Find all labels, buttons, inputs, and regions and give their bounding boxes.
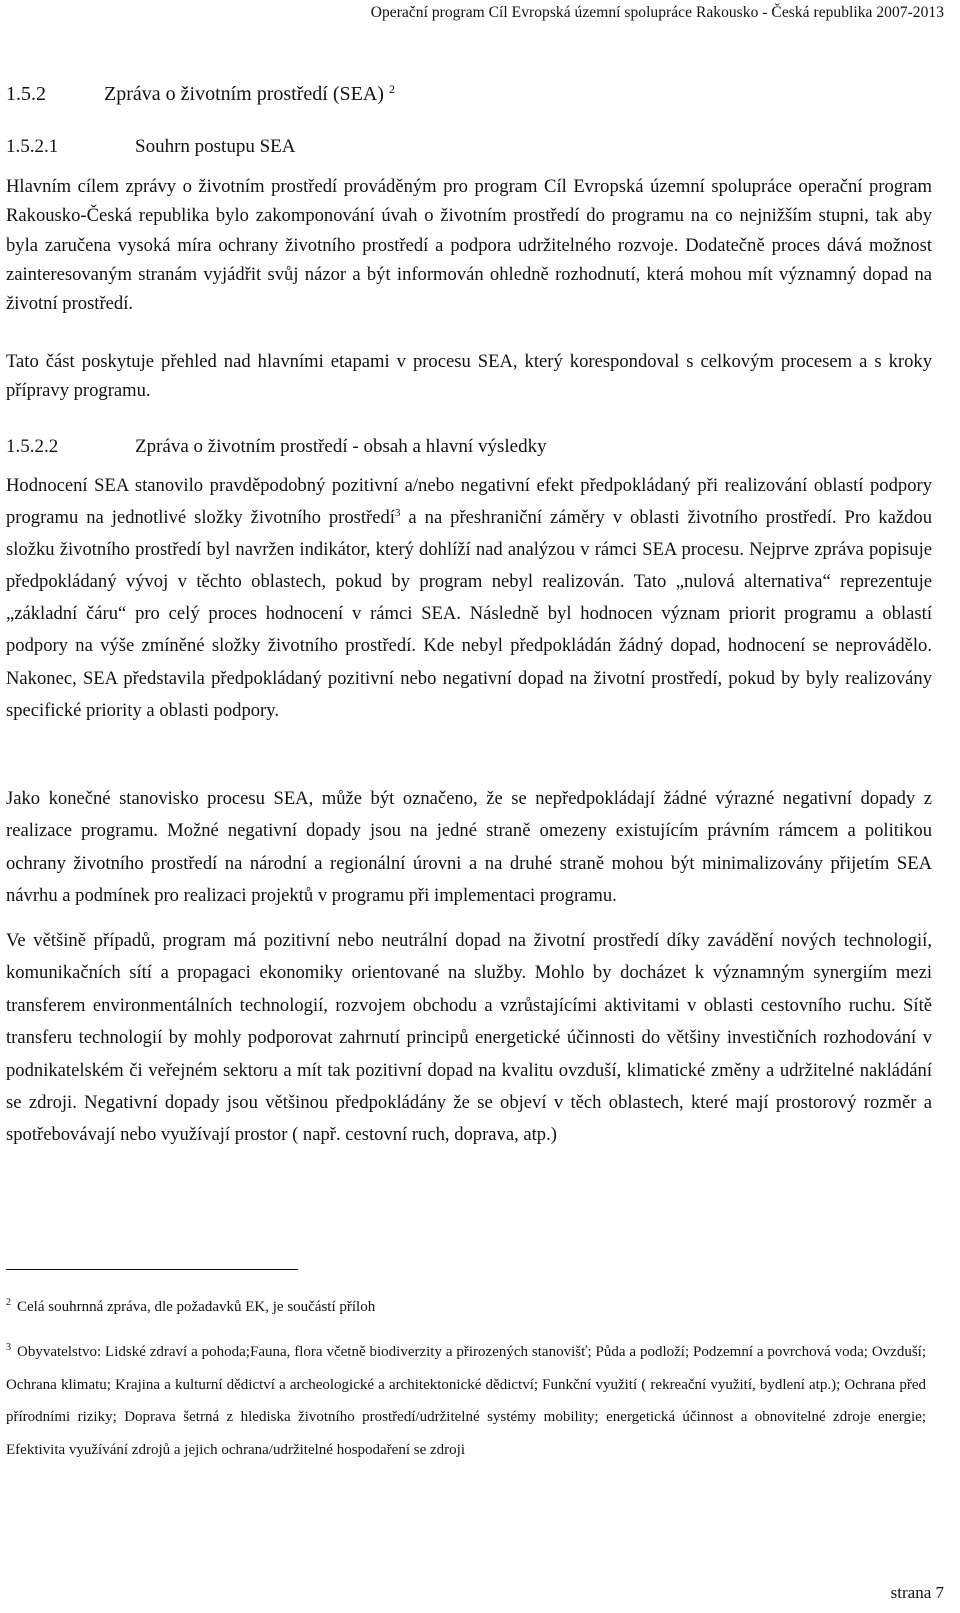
- footnote-2: [6, 1296, 926, 1318]
- document-page: [6, 0, 944, 1613]
- subsection-title: Souhrn postupu SEA: [135, 136, 296, 157]
- paragraph-final-statement: Jako konečné stanovisko procesu SEA, může být označeno, že se nepředpokládají žádné výrazné negativní dopady z realizace programu. Možné negativní dopady jsou na jedné straně omezeny existujícím právním rámcem a politikou ochrany životního prostředí na národní a regionální úrovni a na druhé straně mohou být minimalizovány přijetím SEA návrhu a podmínek pro realizaci projektů v programu při implementaci programu.: [6, 788, 932, 906]
- subsection-number: 1.5.2.1: [6, 136, 59, 157]
- paragraph-main-goal: Hlavním cílem zprávy o životním prostředí prováděným pro program Cíl Evropská územní spolupráce operační program Rakousko-Česká republika bylo zakomponování úvah o životním prostředí do programu na co nejnižším stupni, tak aby byla zaručena vysoká míra ochrany životního prostředí a podpora udržitelného rozvoje. Dodatečně proces dává možnost zainteresovaným stranám vyjádřit svůj názor a být informován ohledně rozhodnutí, která mohou mít významný dopad na životní prostředí.: [6, 176, 932, 315]
- subsection-heading-results: [6, 436, 547, 458]
- footnote-marker: 2: [6, 1297, 11, 1308]
- subsection-heading-summary: [6, 136, 295, 158]
- footnote-ref-2[interactable]: 2: [388, 82, 395, 96]
- section-number: 1.5.2: [6, 83, 46, 105]
- section-heading: [6, 82, 395, 106]
- running-header: Operační program Cíl Evropská územní spolupráce Rakousko - Česká republika 2007-2013: [370, 4, 944, 21]
- footnote-marker: 3: [6, 1342, 11, 1353]
- paragraph-overview: Tato část poskytuje přehled nad hlavními etapami v procesu SEA, který korespondoval s celkovým procesem a s kroky přípravy programu.: [6, 351, 932, 402]
- paragraph-text: a na přeshraniční záměry v oblasti životního prostředí. Pro každou složku životního prostředí byl navržen indikátor, který dohlíží nad analýzou v rámci SEA procesu. Nejprve zpráva popisuje předpokládaný vývoj v těchto oblastech, pokud by program nebyl realizován. Tato „nulová alternativa“ reprezentuje „základní čáru“ pro celý proces hodnocení v rámci SEA. Následně byl hodnocen význam priorit programu a oblastí podpory na výše zmíněné složky životního prostředí. Kde nebyl předpokládán žádný dopad, hodnocení se neprovádělo. Nakonec, SEA představila předpokládaný pozitivní nebo negativní dopad na životní prostředí, pokud by byly realizovány specifické priority a oblasti podpory.: [6, 507, 932, 721]
- footnote-ref-3[interactable]: 3: [394, 507, 401, 520]
- paragraph-assessment: [6, 470, 932, 727]
- page-number: strana 7: [890, 1583, 944, 1602]
- footnote-text: Obyvatelstvo: Lidské zdraví a pohoda;Fauna, flora včetně biodiverzity a přirozených stanovišť; Půda a podloží; Podzemní a povrchová voda; Ovzduší; Ochrana klimatu; Krajina a kulturní dědictví a archeologické a architektonické dědictví; Funkční využití ( rekreační využití, bydlení atp.); Ochrana před přírodními riziky; Doprava šetrná z hlediska životního prostředí/udržitelné systémy mobility; energetická účinnost a obnovitelné zdroje energie; Efektivita využívání zdrojů a jejich ochrana/udržitelné hospodaření se zdroji: [6, 1344, 926, 1458]
- paragraph-impacts: Ve většině případů, program má pozitivní nebo neutrální dopad na životní prostředí díky zavádění nových technologií, komunikačních sítí a propagaci ekonomiky orientované na služby. Mohlo by docházet k významným synergiím mezi transferem environmentálních technologií, rozvojem obchodu a vzrůstajícími aktivitami v oblasti cestovního ruchu. Sítě transferu technologií by mohly podporovat zahrnutí principů energetické účinnosti do většiny investičních rozhodování v podnikatelském či veřejném sektoru a mít tak pozitivní dopad na kvalitu ovzduší, klimatické změny a udržitelné nakládání se zdroji. Negativní dopady jsou většinou předpokládány že se objeví v těch oblastech, které mají prostorový rozměr a spotřebovávají nebo využívají prostor ( např. cestovní ruch, doprava, atp.): [6, 930, 932, 1146]
- footnote-3: [6, 1336, 926, 1466]
- section-title: Zpráva o životním prostředí (SEA): [104, 83, 384, 105]
- subsection-title: Zpráva o životním prostředí - obsah a hlavní výsledky: [135, 436, 547, 457]
- footnote-text: Celá souhrnná zpráva, dle požadavků EK, je součástí příloh: [17, 1299, 376, 1315]
- footnote-separator: [6, 1269, 298, 1270]
- subsection-number: 1.5.2.2: [6, 436, 59, 457]
- paragraph-text: Hodnocení SEA stanovilo pravděpodobný pozitivní a/nebo negativní efekt předpokládaný při realizování oblastí podpory programu na jednotlivé složky životního prostředí: [6, 475, 932, 529]
